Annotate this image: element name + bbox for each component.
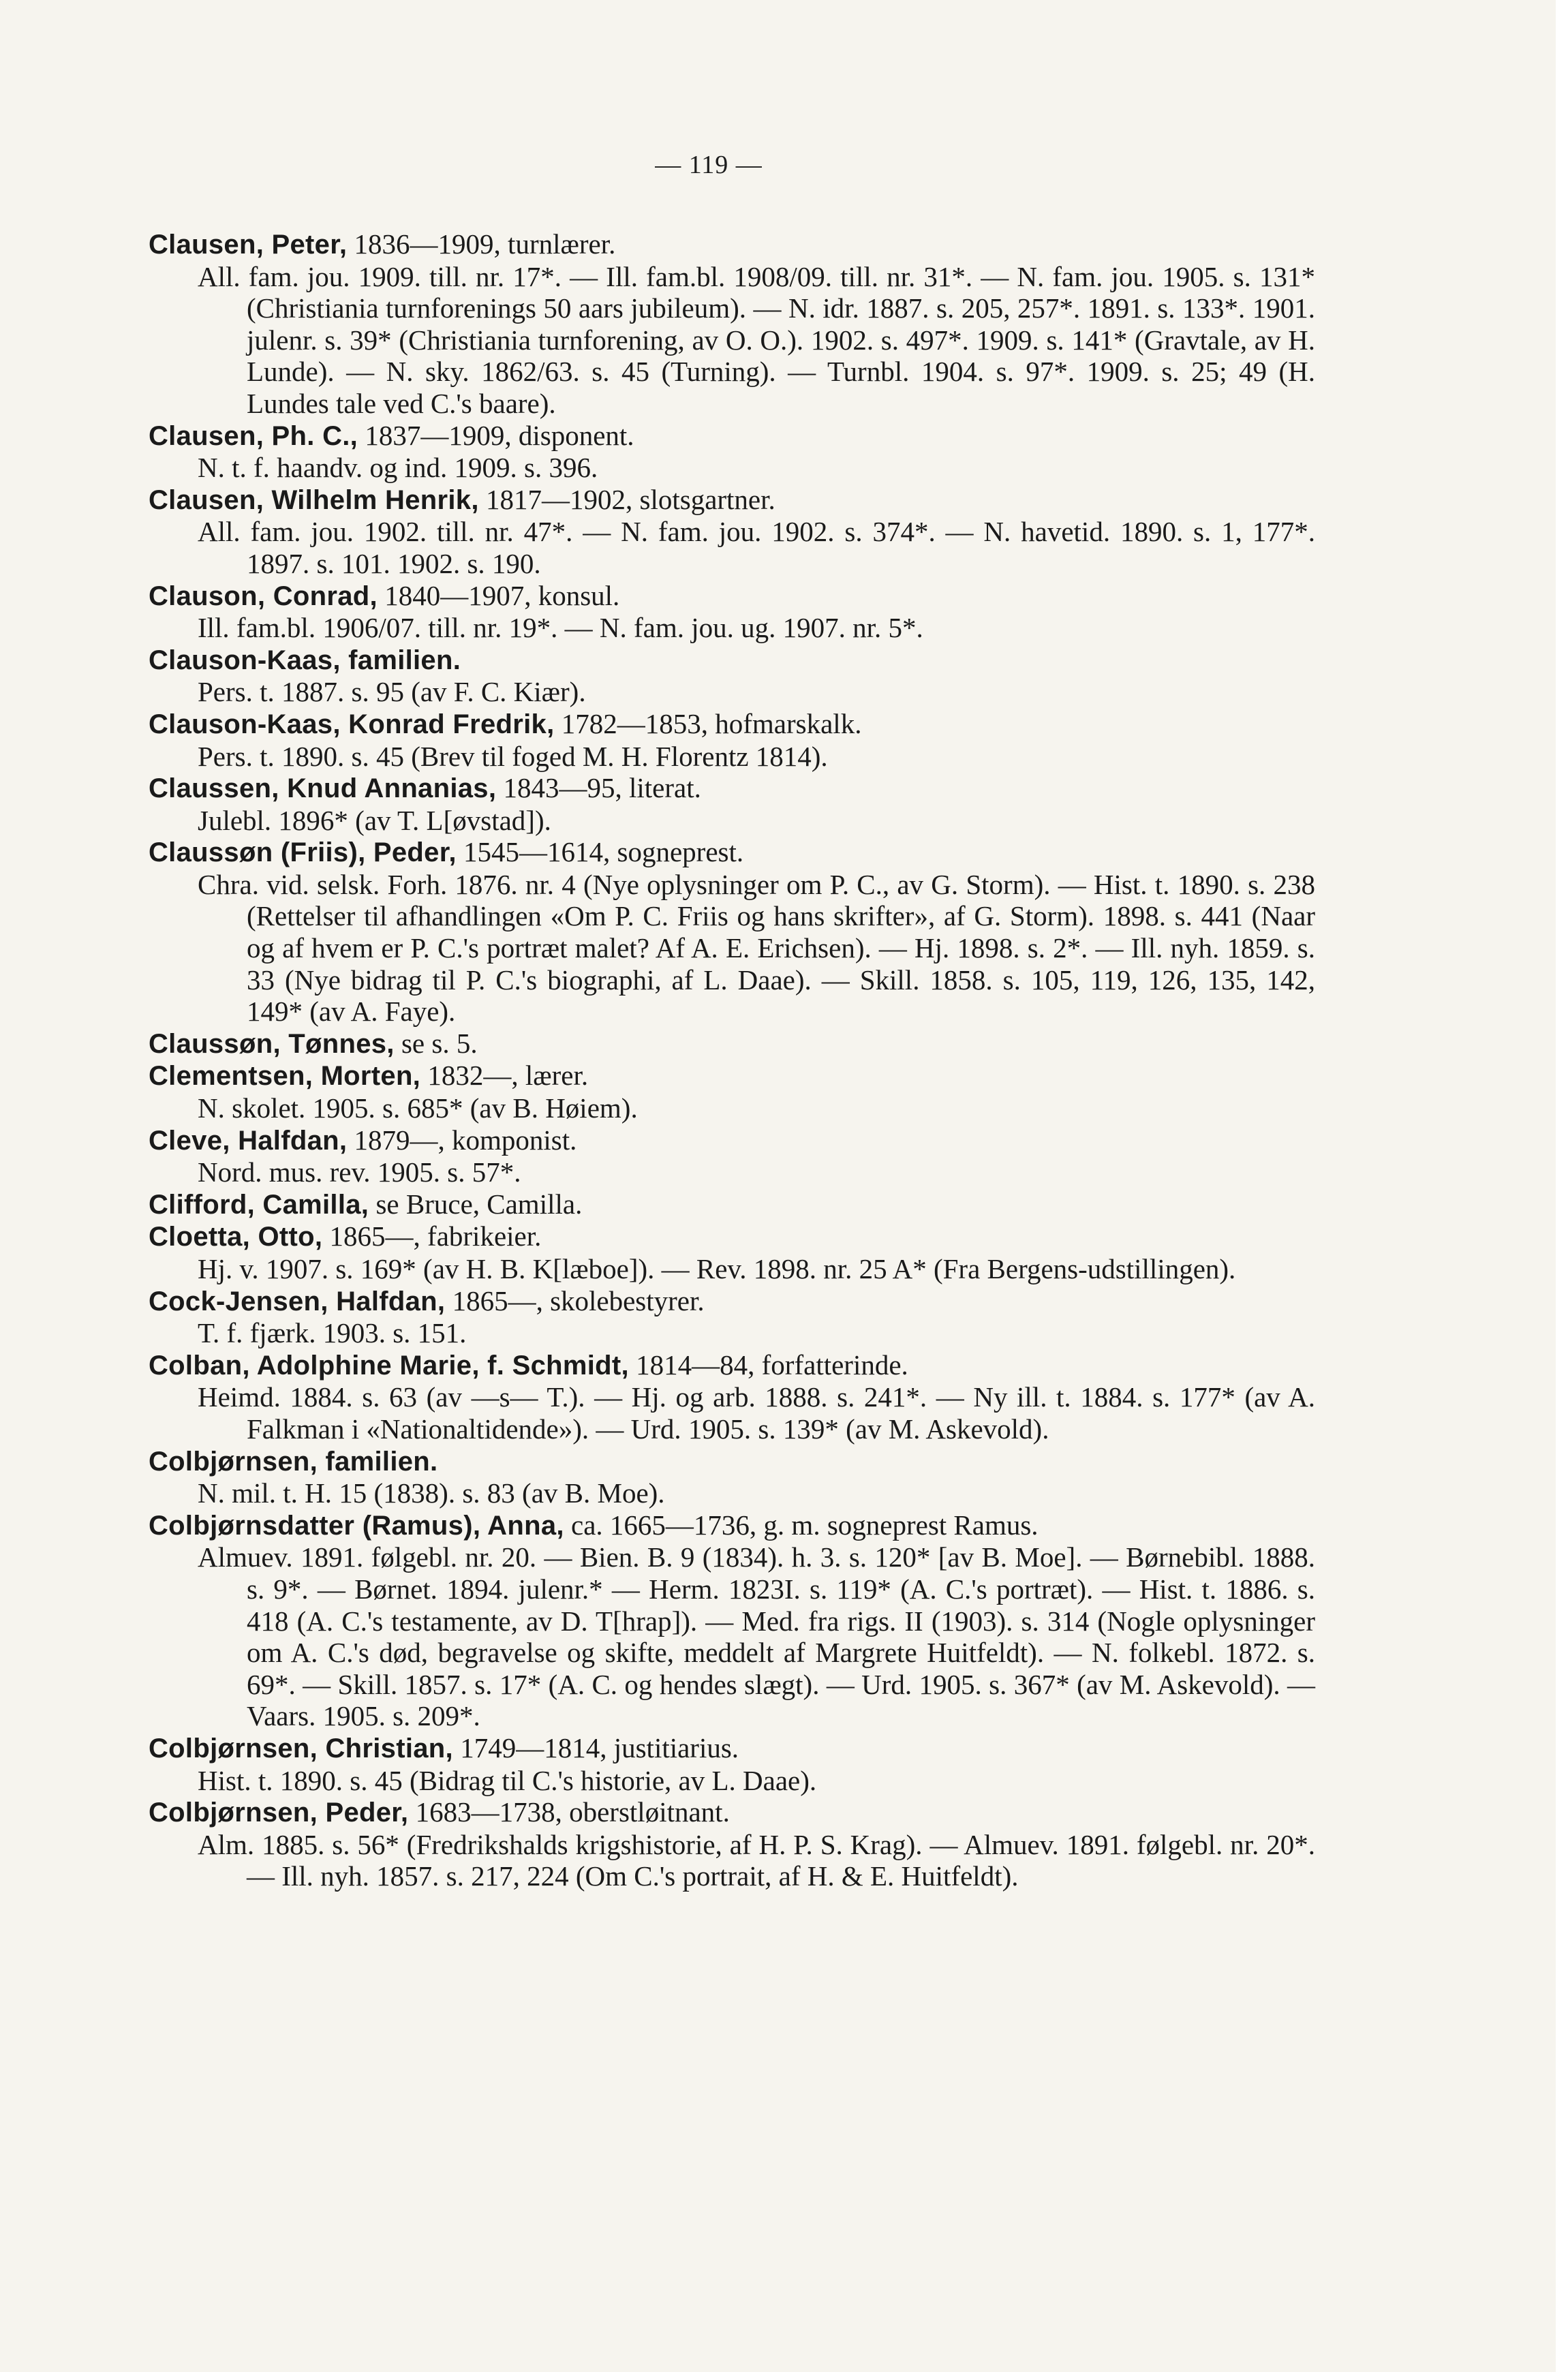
entry-description: 1817—1902, slotsgartner. (478, 483, 775, 515)
entry-name: Clifford, Camilla, (149, 1189, 369, 1220)
entry-name: Clausen, Wilhelm Henrik, (149, 484, 479, 515)
entry-description: 1782—1853, hofmarskalk. (554, 707, 862, 739)
entry-clauson-conrad (149, 580, 1315, 644)
entry-name: Colbjørnsen, Peder, (149, 1798, 409, 1828)
entry-name: Cleve, Halfdan, (149, 1125, 348, 1156)
entry-description: 1840—1907, konsul. (377, 579, 620, 611)
entry-description: 1879—, komponist. (347, 1124, 577, 1156)
entry-colbjoernsen-peder (149, 1796, 1315, 1892)
entry-clauson-kaas-familien (149, 644, 1315, 708)
entry-colbjoernsen-christian (149, 1732, 1315, 1796)
entry-references: T. f. fjærk. 1903. s. 151. (198, 1317, 467, 1349)
entry-references: N. skolet. 1905. s. 685* (av B. Høiem). (198, 1092, 638, 1124)
entry-references: Pers. t. 1890. s. 45 (Brev til foged M. H. Florentz 1814). (198, 740, 828, 772)
entry-clementsen-morten (149, 1060, 1315, 1124)
entry-description: 1843—95, literat. (496, 772, 701, 804)
entry-references: Heimd. 1884. s. 63 (av —s— T.). — Hj. og arb. 1888. s. 241*. — Ny ill. t. 1884. s. 177* (av A. Falkman i «Nationaltidende»). — Urd. 1905. s. 139* (av M. Askevold). (198, 1381, 1315, 1445)
entry-description: 1814—84, forfatterinde. (628, 1349, 908, 1381)
entry-name: Cock-Jensen, Halfdan, (149, 1286, 446, 1316)
entry-references: Pers. t. 1887. s. 95 (av F. C. Kiær). (198, 676, 586, 708)
entry-cock-jensen-halfdan (149, 1285, 1315, 1349)
entry-description: 1683—1738, oberstløitnant. (408, 1796, 730, 1828)
entry-name: Claussen, Knud Annanias, (149, 773, 497, 804)
entry-name: Clementsen, Morten, (149, 1061, 421, 1092)
entry-name: Claussøn (Friis), Peder, (149, 837, 457, 868)
entry-name: Colban, Adolphine Marie, f. Schmidt, (149, 1350, 629, 1381)
page-number: — 119 — (655, 151, 763, 179)
entry-description: 1865—, fabrikeier. (322, 1220, 542, 1252)
entry-description: 1749—1814, justitiarius. (452, 1731, 739, 1763)
entry-name: Cloetta, Otto, (149, 1222, 323, 1252)
entry-name: Clauson-Kaas, familien. (149, 645, 461, 675)
entry-clifford-camilla (149, 1188, 1315, 1221)
entry-references: All. fam. jou. 1909. till. nr. 17*. — Ill. fam.bl. 1908/09. till. nr. 31*. — N. fam. jou. 1905. s. 131* (Christiania turnforenings 50 aars jubileum). — N. idr. 1887. s. 205, 257*. 1891. s. 133*. 1901. julenr. s. 39* (Christiania turnforening, av O. O.). 1902. s. 497*. 1909. s. 141* (Gravtale, av H. Lunde). — N. sky. 1862/63. s. 45 (Turning). — Turnbl. 1904. s. 97*. 1909. s. 25; 49 (H. Lundes tale ved C.'s baare). (198, 260, 1315, 419)
entry-references: Almuev. 1891. følgebl. nr. 20. — Bien. B. 9 (1834). h. 3. s. 120* [av B. Moe]. — Børnebibl. 1888. s. 9*. — Børnet. 1894. julenr.* — Herm. 1823I. s. 119* (A. C.'s portræt). — Hist. t. 1886. s. 418 (A. C.'s testamente, av D. T[hrap]). — Med. fra rigs. II (1903). s. 314 (Nogle oplysninger om A. C.'s død, begravelse og skifte, meddelt af Margrete Huitfeldt). — N. folkebl. 1872. s. 69*. — Skill. 1857. s. 17* (A. C. og hendes slægt). — Urd. 1905. s. 367* (av M. Askevold). — Vaars. 1905. s. 209*. (198, 1541, 1315, 1732)
entry-clausen-ph-c (149, 420, 1315, 484)
entry-references: Nord. mus. rev. 1905. s. 57*. (198, 1156, 521, 1188)
entry-cloetta-otto (149, 1220, 1315, 1284)
entry-references: Ill. fam.bl. 1906/07. till. nr. 19*. — N. fam. jou. ug. 1907. nr. 5*. (198, 612, 923, 644)
entry-description: se s. 5. (394, 1027, 478, 1059)
entry-references: N. t. f. haandv. og ind. 1909. s. 396. (198, 452, 598, 484)
entry-description: se Bruce, Camilla. (369, 1188, 583, 1220)
entry-name: Claussøn, Tønnes, (149, 1028, 395, 1059)
entry-description: 1865—, skolebestyrer. (445, 1284, 705, 1316)
entry-references: All. fam. jou. 1902. till. nr. 47*. — N. fam. jou. 1902. s. 374*. — N. havetid. 1890. s. 1, 177*. 1897. s. 101. 1902. s. 190. (198, 516, 1315, 579)
entry-clauson-kaas-konrad-fredrik (149, 708, 1315, 772)
entry-clausen-peter (149, 228, 1315, 420)
entry-description: 1832—, lærer. (420, 1060, 589, 1092)
entry-references: N. mil. t. H. 15 (1838). s. 83 (av B. Moe). (198, 1477, 665, 1509)
entry-clausen-wilhelm-henrik (149, 484, 1315, 580)
entry-description: 1837—1909, disponent. (358, 419, 634, 451)
entry-description: 1545—1614, sogneprest. (456, 836, 744, 868)
entry-name: Clauson, Conrad, (149, 581, 378, 611)
entry-references: Alm. 1885. s. 56* (Fredrikshalds krigshistorie, af H. P. S. Krag). — Almuev. 1891. følgebl. nr. 20*. — Ill. nyh. 1857. s. 217, 224 (Om C.'s portrait, af H. & E. Huitfeldt). (198, 1828, 1315, 1892)
entry-name: Clausen, Ph. C., (149, 420, 358, 451)
entry-description: ca. 1665—1736, g. m. sogneprest Ramus. (564, 1509, 1039, 1541)
entry-claussoen-toennes (149, 1028, 1315, 1060)
entry-colbjoernsdatter-anna (149, 1509, 1315, 1732)
entry-references: Julebl. 1896* (av T. L[øvstad]). (198, 804, 551, 836)
entry-references: Hj. v. 1907. s. 169* (av H. B. K[læboe]). — Rev. 1898. nr. 25 A* (Fra Bergens-udstillingen). (198, 1253, 1236, 1284)
entry-colban-adolphine-marie (149, 1349, 1315, 1445)
entry-description: 1836—1909, turnlærer. (347, 228, 616, 260)
entry-name: Colbjørnsen, Christian, (149, 1733, 453, 1763)
entry-name: Colbjørnsdatter (Ramus), Anna, (149, 1510, 564, 1541)
entry-colbjoernsen-familien (149, 1445, 1315, 1509)
entry-name: Clauson-Kaas, Konrad Fredrik, (149, 709, 555, 739)
entry-claussen-knud-annanias (149, 772, 1315, 836)
entry-claussoen-friis-peder (149, 836, 1315, 1028)
entry-references: Chra. vid. selsk. Forh. 1876. nr. 4 (Nye oplysninger om P. C., av G. Storm). — Hist. t. 1890. s. 238 (Rettelser til afhandlingen «Om P. C. Friis og hans skrifter», af G. Storm). 1898. s. 441 (Naar og af hvem er P. C.'s portræt malet? Af A. E. Erichsen). — Hj. 1898. s. 2*. — Ill. nyh. 1859. s. 33 (Nye bidrag til P. C.'s biographi, af L. Daae). — Skill. 1858. s. 105, 119, 126, 135, 142, 149* (av A. Faye). (198, 868, 1315, 1028)
entry-list (149, 228, 1315, 1892)
entry-references: Hist. t. 1890. s. 45 (Bidrag til C.'s historie, av L. Daae). (198, 1764, 817, 1796)
entry-cleve-halfdan (149, 1124, 1315, 1188)
entry-name: Colbjørnsen, familien. (149, 1446, 438, 1477)
entry-name: Clausen, Peter, (149, 230, 348, 260)
